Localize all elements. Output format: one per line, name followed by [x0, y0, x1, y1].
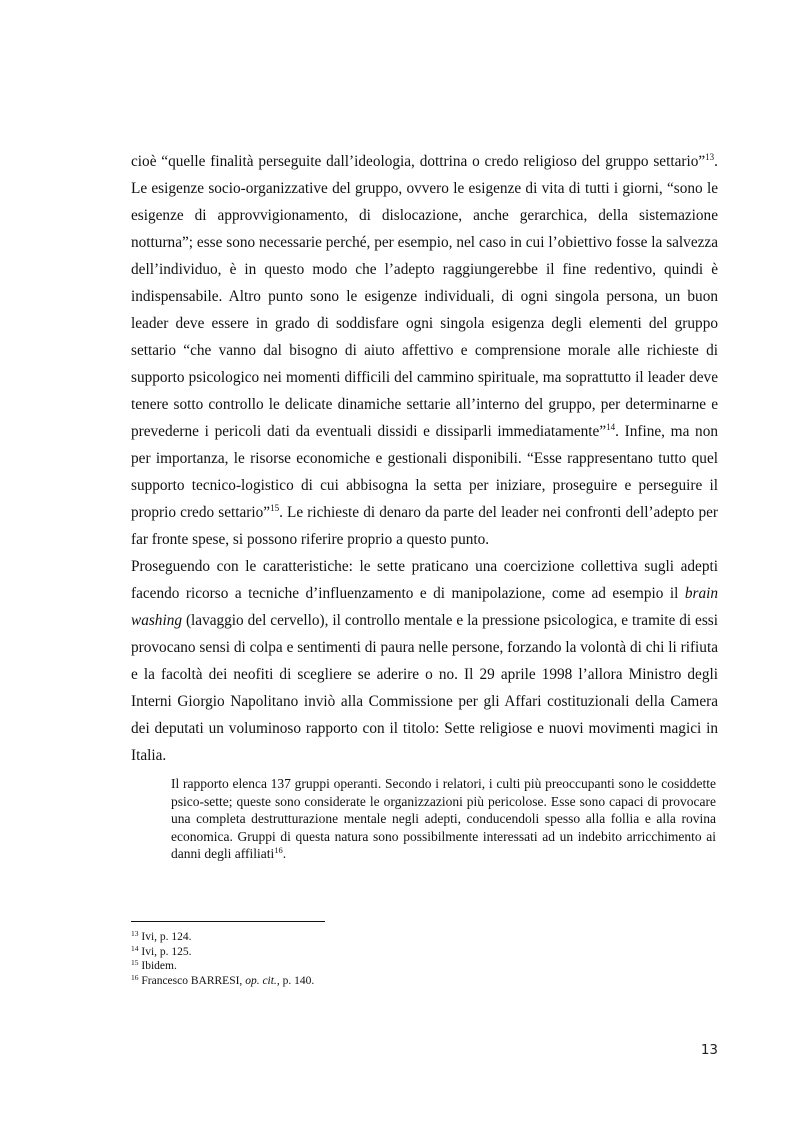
paragraph-text: (lavaggio del cervello), il controllo mentale e la pressione psicologica, e tramite di essi provocano sensi di colpa e sentimenti di paura nelle persone, forzando la volontà di chi li rifiuta e la facoltà dei neofiti di scegliere se aderire o no. Il 29 aprile 1998 l’allora Ministro degli Interni Giorgio Napolitano inviò alla Commissione per gli Affari costituzionali della Camera dei deputati un voluminoso rapporto con il titolo: Sette religiose e nuovi movimenti magici in Italia.	[131, 612, 718, 764]
footnote-14	[131, 945, 718, 960]
footnote-ref-14[interactable]: 14	[606, 422, 616, 432]
paragraph-text: . Le esigenze socio-organizzative del gruppo, ovvero le esigenze di vita di tutti i giorni, “sono le esigenze di approvvigionamento, di dislocazione, anche gerarchica, della sistemazione notturna”; esse sono necessarie perché, per esempio, nel caso in cui l’obiettivo fosse la salvezza dell’individuo, è in questo modo che l’adepto raggiungerebbe il fine redentivo, quindi è indispensabile. Altro punto sono le esigenze individuali, di ogni singola persona, un buon leader deve essere in grado di soddisfare ogni singola esigenza degli elementi del gruppo settario “che vanno dal bisogno di aiuto affettivo e comprensione morale alle richieste di supporto psicologico nei momenti difficili del cammino spirituale, ma soprattutto il leader deve tenere sotto controllo le delicate dinamiche settarie all’interno del gruppo, per determinarne e prevederne i pericoli dati da eventuali dissidi e dissiparli immediatamente”	[131, 153, 718, 440]
quote-text: Il rapporto elenca 137 gruppi operanti. Secondo i relatori, i culti più preoccupanti sono le cosiddette psico-sette; queste sono considerate le organizzazioni più pericolose. Esse sono capaci di provocare una completa destrutturazione mentale negli adepti, conducendoli spesso alla follia e alla rovina economica. Gruppi di questa natura sono possibilmente interessati ad un indebito arricchimento ai danni degli affiliati	[171, 776, 716, 861]
block-quote: Il rapporto elenca 137 gruppi operanti. Secondo i relatori, i culti più preoccupanti sono le cosiddette psico-sette; queste sono considerate le organizzazioni più pericolose. Esse sono capaci di provocare una completa destrutturazione mentale negli adepti, conducendoli spesso alla follia e alla rovina economica. Gruppi di questa natura sono possibilmente interessati ad un indebito arricchimento ai danni degli affiliati$^{16}$.	[171, 776, 716, 861]
footnote-ref-13[interactable]: 13	[705, 152, 715, 162]
footnote-15	[131, 959, 718, 974]
footnote-italic: op. cit.	[245, 974, 277, 987]
paragraph-text: . Le richieste di denaro da parte del leader nei confronti dell’adepto per far fronte spese, si possono riferire proprio a questo punto.	[131, 504, 718, 548]
footnote-13	[131, 930, 718, 945]
footnote-text: Ivi, p. 124.	[138, 931, 192, 943]
page-body	[131, 148, 718, 863]
footnote-number: 16	[131, 972, 139, 982]
footnote-text: Francesco BARRESI,	[138, 974, 246, 987]
paragraph-text: . Infine, ma non per importanza, le risorse economiche e gestionali disponibili. “Esse rappresentano tutto quel supporto tecnico-logistico di cui abbisogna la setta per iniziare, proseguire e perseguire il proprio credo settario”	[131, 423, 719, 521]
footnote-16	[131, 974, 718, 989]
footnote-ref-15[interactable]: 15	[270, 503, 280, 513]
footnote-number: 14	[131, 943, 139, 953]
page-number: 13	[700, 1042, 718, 1058]
paragraph-text: cioè “quelle finalità perseguite dall’ideologia, dottrina o credo religioso del gruppo settario”	[131, 153, 706, 170]
italic-term: brain washing	[131, 585, 718, 629]
footnote-ref-16[interactable]: 16	[274, 845, 283, 855]
body-paragraph-1	[131, 148, 718, 553]
footnote-text: , p. 140.	[276, 974, 315, 987]
footnote-number: 15	[131, 958, 139, 967]
body-paragraph-2	[131, 553, 718, 769]
footnote-separator	[131, 921, 325, 922]
footnote-number: 13	[131, 929, 139, 938]
footnotes	[131, 930, 718, 988]
footnote-text: Ibidem.	[138, 960, 177, 972]
footnote-text: Ivi, p. 125.	[138, 945, 192, 958]
paragraph-text: Proseguendo con le caratteristiche: le sette praticano una coercizione collettiva sugli adepti facendo ricorso a tecniche d’influenzamento e di manipolazione, come ad esempio il	[131, 558, 718, 602]
